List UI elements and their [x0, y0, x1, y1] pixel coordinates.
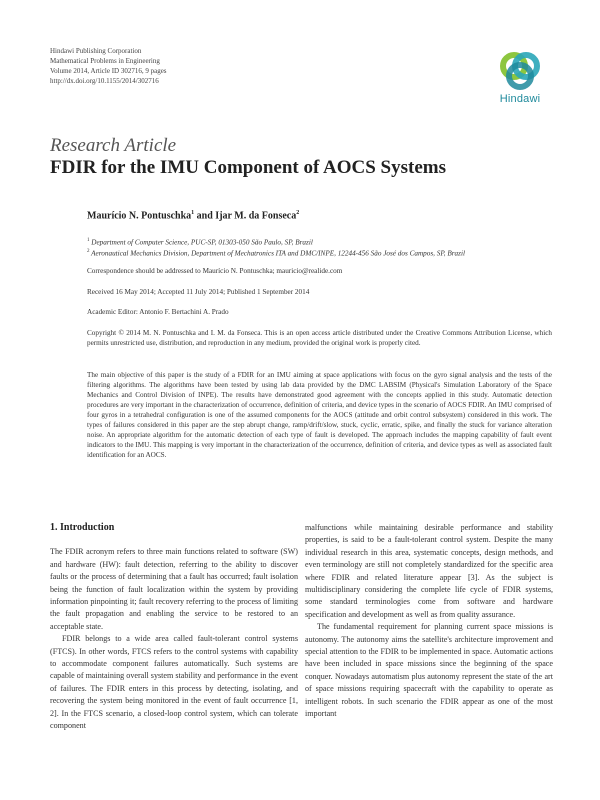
affiliation-item	[87, 236, 552, 247]
affiliation-marker: 2	[296, 210, 300, 216]
affiliations	[87, 236, 552, 259]
academic-editor: Academic Editor: Antonio F. Bertachini A. Prado	[87, 308, 229, 316]
affiliation-number: 2	[87, 249, 90, 255]
journal-header	[50, 46, 167, 86]
author-name: Maurício N. Pontuschka	[87, 210, 192, 222]
article-type: Research Article	[50, 135, 177, 156]
affiliation-text: Department of Computer Science, PUC-SP, 01303-050 São Paulo, SP, Brazil	[91, 238, 313, 247]
hindawi-logo	[490, 50, 550, 106]
paragraph: FDIR belongs to a wide area called fault-tolerant control systems (FTCS). In other words, FTCS refers to the control systems with capability to accommodate component failures automatically. Such systems are capable of maintaining overall system stability and performance in the event of failures. The FDIR enters in this process by detecting, isolating, and recovering the system being monitored in the event of fault occurrence [1, 2]. In the FTCS scenario, a closed-loop control system, which can tolerate component	[50, 634, 298, 731]
hindawi-logo-icon	[498, 50, 542, 92]
paragraph: The FDIR acronym refers to three main functions related to software (SW) and hardware (HW): fault detection, referring to the ability to discover faults or the process of determining that a fault has occurred; fault isolation being the function of fault localization within the system by providing information pinpointing it; fault recovery referring to the process of limiting the fault propagation and enabling the service to be restored to an acceptable state.	[50, 547, 298, 631]
right-column	[305, 522, 553, 721]
section-heading: 1. Introduction	[50, 522, 115, 533]
doi-link[interactable]: http://dx.doi.org/10.1155/2014/302716	[50, 77, 159, 85]
article-title: FDIR for the IMU Component of AOCS Systems	[50, 157, 447, 178]
author-connector: and	[194, 210, 216, 222]
affiliation-item	[87, 247, 552, 258]
abstract: The main objective of this paper is the study of a FDIR for an IMU aiming at space applications with focus on the gyro signal analysis and the tests of the filtering algorithms. The algorithms have been tested by using lab data provided by the DMC LABSIM (Physical's Simulation Laboratory of the Space Mechanics and Control Division of INPE). The results have demonstrated good agreement with the concepts applied in this study. Automatic detection procedures are very important in the characterization of occurrence, definition of criteria, and device types in the scenario of AOCS FDIR. An IMU comprised of four gyros in a tetrahedral configuration is one of the assumed components for the AOCS (attitude and orbit control subsystem) considered in this work. The types of failures considered in this paper are the step abrupt change, ramp/drift/slow, stuck, cyclic, erratic, spike, and finally the stuck for variance alteration noise. An appropriate algorithm for the automatic detection of each type of fault is developed. The approach includes the mapping capability of fault event indicators to the IMU. This mapping is very important in the characterization of the occurrence, definition of criteria, and device types as well as associated fault identification for an AOCS.	[87, 371, 552, 459]
affiliation-number: 1	[87, 238, 90, 243]
paragraph: The fundamental requirement for planning current space missions is autonomy. The autonomy aims the satellite's architecture improvement and special attention to the FDIR to be implemented in space. Automatic actions have been included in space missions since the beginning of the space conquer. Nowadays automatism plus autonomy represent the state of the art of space missions requiring spacecraft with the capability to operate as intelligent robots. In such scenario the FDIR appear as one of the most important	[305, 622, 553, 719]
publisher-name: Hindawi Publishing Corporation	[50, 47, 142, 55]
publication-dates: Received 16 May 2014; Accepted 11 July 2014; Published 1 September 2014	[87, 288, 310, 296]
copyright-notice: Copyright © 2014 M. N. Pontuschka and I. M. da Fonseca. This is an open access article distributed under the Creative Commons Attribution License, which permits unrestricted use, distribution, and reproduction in any medium, provided the original work is properly cited.	[87, 329, 552, 347]
affiliation-marker: 1	[191, 210, 195, 216]
affiliation-text: Aeronautical Mechanics Division, Department of Mechatronics ITA and DMC/INPE, 12244-456 São José dos Campos, SP, Brazil	[91, 249, 465, 258]
author-line	[87, 210, 299, 221]
paragraph: malfunctions while maintaining desirable performance and stability properties, is said to be a fault-tolerant control system. Despite the many individual research in this area, systematic concepts, design methods, and even terminology are still not completely standardized for the specific area where FDIR and related literature appear [3]. As the subject is multidisciplinary considering the complete life cycle of FDIR systems, some standard terminologies come from software and hardware specification and development as well as from quality assurance.	[305, 523, 553, 619]
author-name: Ijar M. da Fonseca	[215, 210, 297, 222]
left-column	[50, 522, 298, 733]
logo-wordmark: Hindawi	[499, 93, 541, 105]
journal-name: Mathematical Problems in Engineering	[50, 57, 160, 65]
correspondence: Correspondence should be addressed to Maurício N. Pontuschka; mauricio@realide.com	[87, 267, 343, 275]
volume-info: Volume 2014, Article ID 302716, 9 pages	[50, 67, 167, 75]
